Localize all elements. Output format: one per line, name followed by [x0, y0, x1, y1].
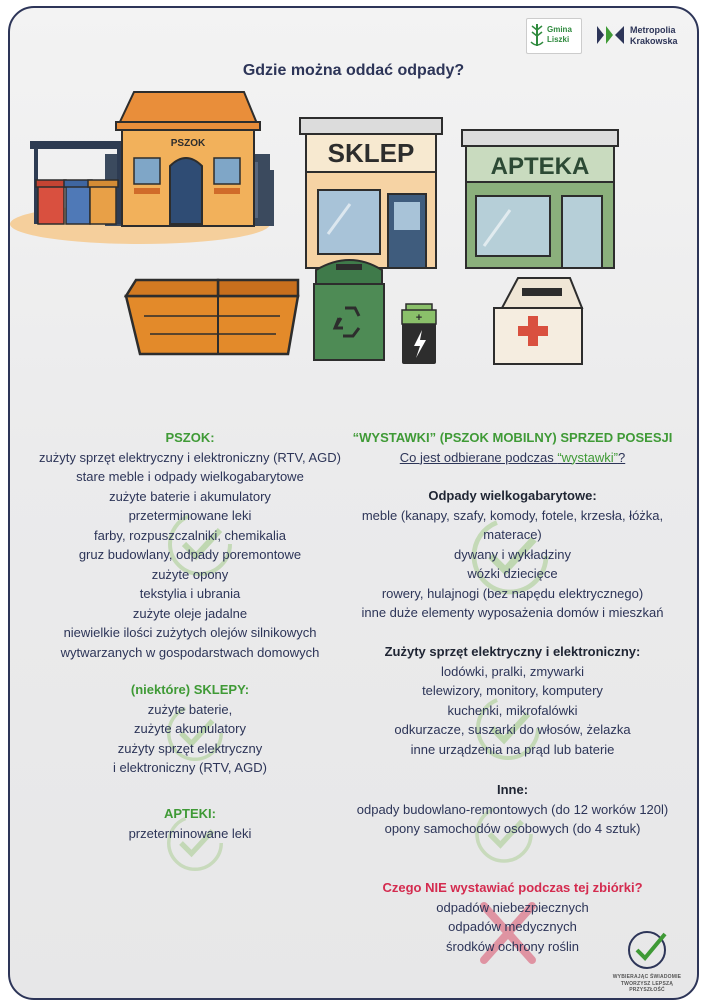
- wystawki-heading: “WYSTAWKI” (PSZOK MOBILNY) SPRZED POSESJI: [352, 430, 673, 445]
- apteka-pharmacy-illustration: [462, 130, 618, 268]
- wielkogabarytowe-heading: Odpady wielkogabarytowe:: [428, 488, 597, 503]
- metropolia-logo-line1: Metropolia: [630, 25, 676, 35]
- list-item: wózki dziecięce: [467, 566, 558, 581]
- inne-heading: Inne:: [496, 782, 529, 797]
- recycling-bin-illustration: [314, 260, 384, 360]
- list-item: zużyty sprzęt elektryczny i elektroniczny (RTV, AGD): [39, 449, 341, 465]
- checkmark-badge-icon: [625, 928, 669, 972]
- battery-illustration: [402, 304, 436, 364]
- list-item: przeterminowane leki: [128, 508, 252, 523]
- list-item: inne urządzenia na prąd lub baterie: [410, 741, 615, 757]
- page-title: Gdzie można oddać odpady?: [242, 62, 465, 79]
- list-item: odpadów medycznych: [448, 919, 577, 934]
- metropolia-krakowska-logo: [596, 20, 691, 50]
- list-item: zużyte baterie,: [147, 701, 233, 717]
- list-item: inne duże elementy wyposażenia domów i mieszkań: [361, 605, 664, 620]
- list-item: kuchenki, mikrofalówki: [447, 702, 578, 718]
- apteki-heading: APTEKI:: [164, 806, 216, 821]
- pszok-sign-text: PSZOK: [170, 138, 206, 149]
- sklep-shop-illustration: [300, 118, 442, 268]
- elektro-section: [340, 642, 685, 759]
- metropolia-mark-icon: [596, 24, 626, 46]
- list-item: stare meble i odpady wielkogabarytowe: [76, 469, 304, 484]
- gmina-logo-line2: Liszki: [547, 35, 570, 44]
- pszok-building-illustration: [10, 92, 274, 244]
- list-item: materace): [483, 527, 542, 542]
- pszok-list: [10, 448, 370, 663]
- footer-logo-line2: TWORZYSZ LEPSZĄ PRZYSZŁOŚĆ: [620, 981, 674, 993]
- skip-container-illustration: [126, 280, 298, 354]
- list-item: dywany i wykładziny: [453, 546, 572, 562]
- list-item: rowery, hulajnogi (bez napędu elektrycznego): [381, 585, 644, 601]
- wystawki-subheading: Co jest odbierane podczas “wystawki”?: [399, 449, 626, 465]
- gmina-liszki-logo: [526, 18, 582, 54]
- list-item: tekstylia i ubrania: [139, 586, 241, 601]
- list-item: przeterminowane leki: [128, 825, 252, 841]
- list-item: farby, rozpuszczalniki, chemikalia: [94, 527, 286, 543]
- gmina-logo-line1: Gmina: [547, 25, 572, 34]
- left-column: [10, 428, 370, 662]
- apteki-section: [10, 804, 370, 843]
- metropolia-logo-line2: Krakowska: [630, 36, 678, 46]
- list-item: zużyte oleje jadalne: [132, 605, 248, 621]
- sklepy-heading: (niektóre) SKLEPY:: [130, 682, 250, 697]
- list-item: i elektroniczny (RTV, AGD): [113, 760, 267, 775]
- nie-wystawiac-heading: Czego NIE wystawiać podczas tej zbiórki?: [382, 880, 643, 895]
- wielkogabarytowe-section: [340, 486, 685, 623]
- list-item: meble (kanapy, szafy, komody, fotele, krzesła, łóżka,: [361, 507, 664, 523]
- inne-section: [340, 780, 685, 839]
- wystawki-section: [340, 428, 685, 467]
- gmina-crest-icon: [530, 22, 544, 48]
- list-item: gruz budowlany, odpady poremontowe: [78, 547, 302, 562]
- list-item: środków ochrony roślin: [446, 938, 579, 954]
- medicine-disposal-box-illustration: [494, 278, 582, 364]
- pszok-heading: PSZOK:: [165, 430, 215, 445]
- list-item: opony samochodów osobowych (do 4 sztuk): [384, 821, 641, 836]
- sklep-sign-text: SKLEP: [327, 138, 415, 168]
- list-item: lodówki, pralki, zmywarki: [440, 663, 585, 679]
- sklepy-section: [10, 680, 370, 778]
- list-item: niewielkie ilości zużytych olejów silnikowych: [63, 625, 317, 640]
- svg-text:+: +: [415, 312, 423, 324]
- footer-campaign-logo: [612, 926, 682, 993]
- list-item: zużyte akumulatory: [134, 721, 246, 736]
- list-item: zużyty sprzęt elektryczny: [117, 740, 263, 756]
- poster-frame: [8, 6, 699, 1000]
- list-item: telewizory, monitory, komputery: [422, 683, 603, 698]
- apteka-sign-text: APTEKA: [490, 153, 590, 180]
- list-item: odpadów niebezpiecznych: [436, 899, 589, 915]
- list-item: odkurzacze, suszarki do włosów, żelazka: [394, 722, 631, 737]
- list-item: zużyte opony: [151, 566, 229, 582]
- illustration: [10, 84, 697, 374]
- list-item: odpady budowlano-remontowych (do 12 worków 120l): [356, 801, 669, 817]
- list-item: wytwarzanych w gospodarstwach domowych: [60, 644, 320, 660]
- list-item: zużyte baterie i akumulatory: [109, 488, 271, 504]
- footer-logo-line1: WYBIERAJĄC ŚWIADOMIE: [612, 974, 682, 980]
- elektro-heading: Zużyty sprzęt elektryczny i elektroniczny:: [384, 644, 641, 659]
